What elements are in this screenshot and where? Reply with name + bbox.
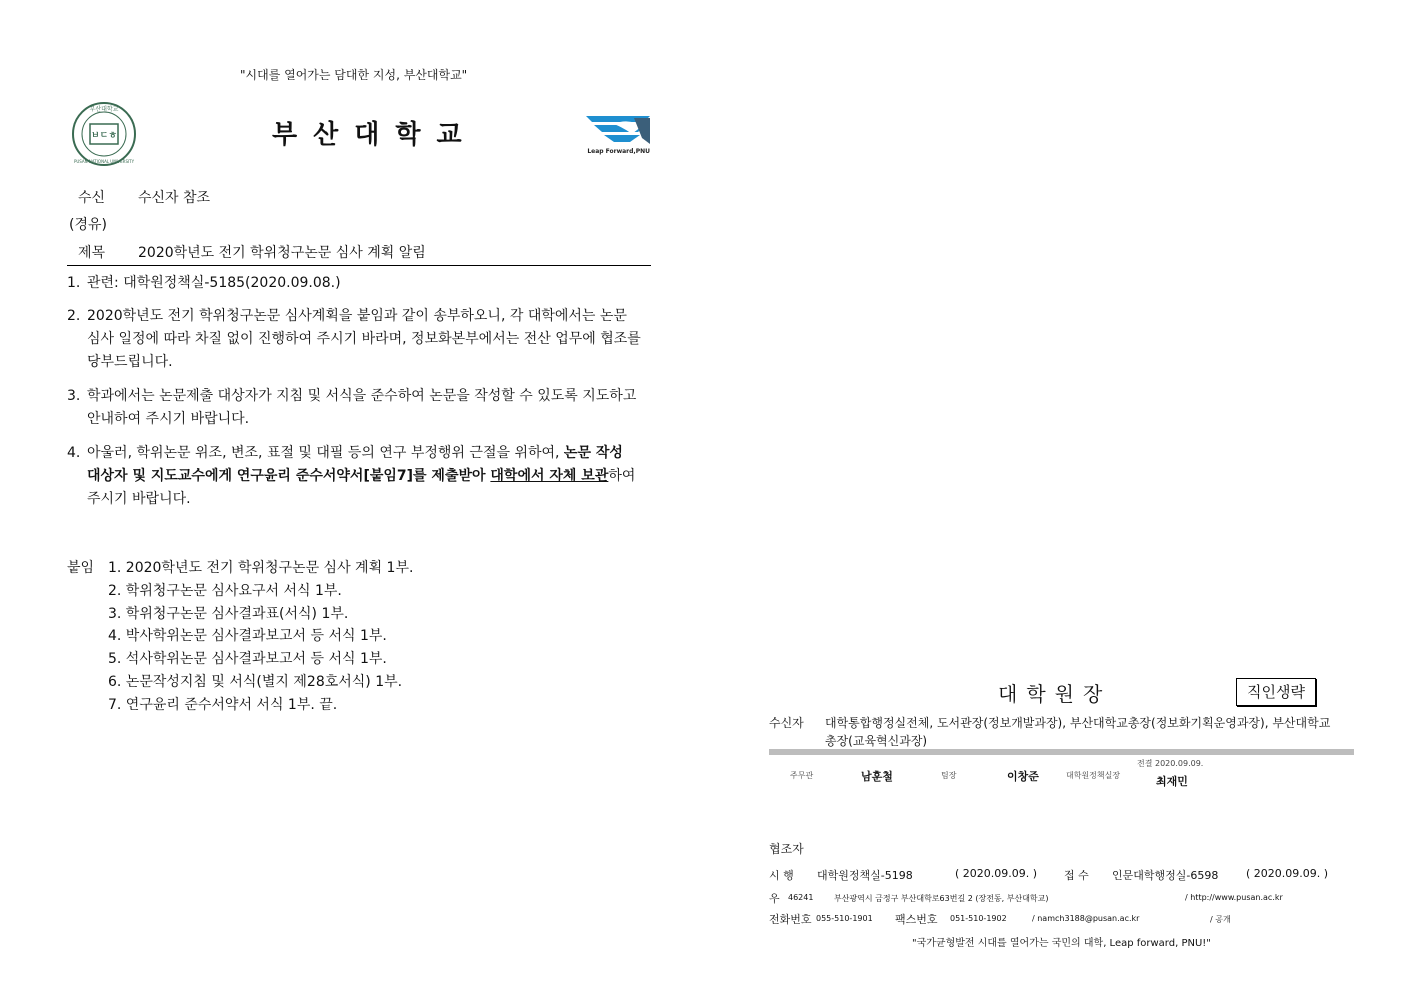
execution-date: ( 2020.09.09. ) <box>955 867 1038 880</box>
receipt-date: ( 2020.09.09. ) <box>1246 867 1329 880</box>
paragraph-1-text: 관련: 대학원정책실-5185(2020.09.08.) <box>87 275 341 291</box>
paragraph-2-number: 2. <box>67 308 81 324</box>
attachment-item: 7. 연구윤리 준수서약서 서식 1부. 끝. <box>108 697 338 713</box>
recipient-value: 수신자 참조 <box>138 190 211 206</box>
paragraph-4-line2-end: 하여 <box>608 468 636 484</box>
seal-top-text: 부산대학교 <box>89 106 119 113</box>
execution-label: 시 행 <box>769 869 794 882</box>
approver-1-role: 주무관 <box>790 771 814 780</box>
paragraph-2-line1: 2020학년도 전기 학위청구논문 심사계획을 붙임과 같이 송부하오니, 각 대학에서는 논문 <box>87 308 627 324</box>
cooperator-label: 협조자 <box>769 842 804 856</box>
attachment-item: 4. 박사학위논문 심사결과보고서 등 서식 1부. <box>108 628 387 644</box>
recipients-line1: 대학통합행정실전체, 도서관장(정보개발과장), 부산대학교총장(정보화기획운영과장), 부산대학교 <box>825 716 1331 730</box>
paragraph-3-number: 3. <box>67 388 81 404</box>
recipients-line2: 총장(교육혁신과장) <box>825 734 928 748</box>
pnu-logo-icon <box>584 112 652 156</box>
receipt-label: 접 수 <box>1064 869 1089 882</box>
paragraph-3 <box>67 385 648 431</box>
via-label: (경유) <box>69 217 107 233</box>
attachment-item: 6. 논문작성지침 및 서식(별지 제28호서식) 1부. <box>108 674 403 690</box>
final-approval-note: 전결 2020.09.09. <box>1137 759 1204 768</box>
subject-value: 2020학년도 전기 학위청구논문 심사 계획 알림 <box>138 245 426 261</box>
paragraph-3-line2: 안내하여 주시기 바랍니다. <box>87 411 250 427</box>
seal-ring-text: PUSAN NATIONAL UNIVERSITY <box>73 159 135 164</box>
subject-label: 제목 <box>78 245 106 261</box>
approver-3-role: 대학원정책실장 <box>1066 771 1121 780</box>
paragraph-4-line3: 주시기 바랍니다. <box>87 491 191 507</box>
zip-label: 우 <box>769 892 780 905</box>
paragraph-1 <box>67 272 648 295</box>
address: 부산광역시 금정구 부산대학로63번길 2 (장전동, 부산대학교) <box>834 894 1049 903</box>
footer-motto: "국가균형발전 시대를 열어가는 국민의 대학, Leap forward, PNU!" <box>912 938 1211 949</box>
university-seal-icon <box>69 101 139 167</box>
slogan: "시대를 열어가는 담대한 지성, 부산대학교" <box>240 68 468 82</box>
email-link[interactable]: / namch3188@pusan.ac.kr <box>1032 914 1140 923</box>
approver-2-name: 이창준 <box>1007 770 1039 783</box>
fax-label: 팩스번호 <box>895 913 938 926</box>
attachment-item: 2. 학위청구논문 심사요구서 서식 1부. <box>108 583 342 599</box>
seal-mark: ㅂㄷㅎ <box>90 131 118 141</box>
attachments-label: 붙임 <box>67 560 95 576</box>
attachment-item: 5. 석사학위논문 심사결과보고서 등 서식 1부. <box>108 651 387 667</box>
paragraph-4 <box>67 442 648 511</box>
paragraph-3-line1: 학과에서는 논문제출 대상자가 지침 및 서식을 준수하여 논문을 작성할 수 있도록 지도하고 <box>87 388 637 404</box>
logo-caption: Leap Forward,PNU <box>587 148 650 155</box>
approver-1-name: 남훈철 <box>861 770 893 783</box>
zip-code: 46241 <box>788 893 814 902</box>
paragraph-4-bold-1: 논문 작성 <box>563 445 623 461</box>
approver-2-role: 팀장 <box>941 771 957 780</box>
paragraph-1-number: 1. <box>67 275 81 291</box>
university-name: 부산대학교 <box>272 120 478 150</box>
recipients-label: 수신자 <box>769 716 804 730</box>
phone-label: 전화번호 <box>769 913 812 926</box>
phone-number: 055-510-1901 <box>816 914 873 923</box>
paragraph-4-bold-underline: 대학에서 자체 보관 <box>490 468 609 484</box>
website-link[interactable]: / http://www.pusan.ac.kr <box>1185 893 1283 902</box>
approver-3-name: 최재민 <box>1156 775 1188 788</box>
disclosure-status: / 공개 <box>1210 915 1231 924</box>
attachment-item: 3. 학위청구논문 심사결과표(서식) 1부. <box>108 606 349 622</box>
paragraph-2-line3: 당부드립니다. <box>87 354 173 370</box>
paragraph-2 <box>67 305 648 374</box>
paragraph-4-bold-2: 대상자 및 지도교수에게 연구윤리 준수서약서[붙임7]를 제출받아 <box>87 468 491 484</box>
fax-number: 051-510-1902 <box>950 914 1007 923</box>
execution-number: 대학원정책실-5198 <box>817 869 913 882</box>
seal-omitted-box: 직인생략 <box>1236 678 1316 706</box>
receipt-number: 인문대학행정실-6598 <box>1112 869 1219 882</box>
paragraph-4-line1: 아울러, 학위논문 위조, 변조, 표절 및 대필 등의 연구 부정행위 근절을 위하여, <box>87 445 564 461</box>
paragraph-2-line2: 심사 일정에 따라 차질 없이 진행하여 주시기 바라며, 정보화본부에서는 전산 업무에 협조를 <box>87 331 641 347</box>
recipient-label: 수신 <box>78 190 106 206</box>
attachment-item: 1. 2020학년도 전기 학위청구논문 심사 계획 1부. <box>108 560 414 576</box>
header-divider <box>67 265 651 266</box>
president-title: 대학원장 <box>998 682 1112 706</box>
approval-divider-bar <box>769 749 1354 755</box>
paragraph-4-number: 4. <box>67 445 81 461</box>
